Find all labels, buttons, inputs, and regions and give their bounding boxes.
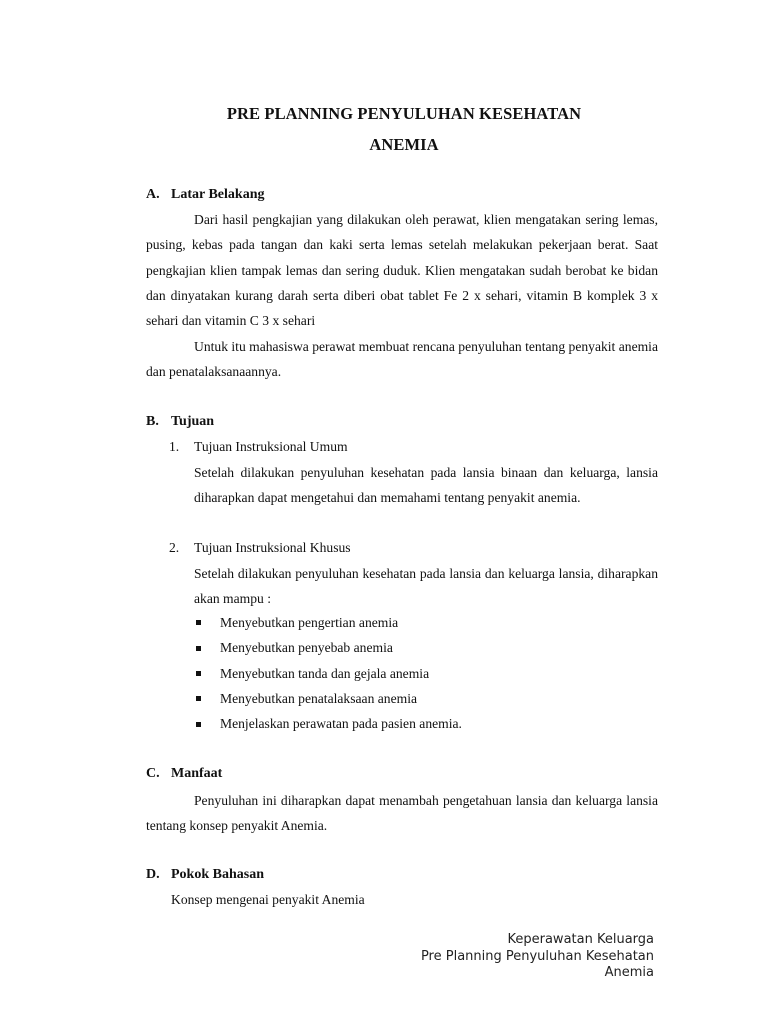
bullet-text: Menyebutkan penyebab anemia xyxy=(220,640,393,656)
square-bullet-icon xyxy=(196,722,201,727)
section-a-paragraph-1: Dari hasil pengkajian yang dilakukan oleh perawat, klien mengatakan sering lemas, pusing, kebas pada tangan dan kaki serta lemas setelah melakukan pekerjaan berat. Saat pengkajian klien tampak lemas dan sering duduk. Klien mengatakan sudah berobat ke bidan dan dinyatakan kurang darah serta diberi obat tablet Fe 2 x sehari, vitamin B komplek 3 x sehari dan vitamin C 3 x sehari xyxy=(146,212,658,329)
objective-text-1: Setelah dilakukan penyuluhan kesehatan pada lansia binaan dan keluarga, lansia diharapkan dapat mengetahui dan memahami tentang penyakit anemia. xyxy=(194,465,658,506)
bullet-text: Menyebutkan penatalaksaan anemia xyxy=(220,690,418,706)
section-d-letter: D. xyxy=(146,867,160,882)
objective-label-1: Tujuan Instruksional Umum xyxy=(194,439,348,454)
list-item xyxy=(194,686,462,711)
square-bullet-icon xyxy=(196,696,201,701)
objective-number-1: 1. xyxy=(169,439,180,454)
footer-line-1: Keperawatan Keluarga xyxy=(507,932,654,947)
section-c-heading xyxy=(146,766,222,782)
section-c-letter: C. xyxy=(146,766,160,781)
footer-line-3: Anemia xyxy=(604,965,654,980)
section-b-title: Tujuan xyxy=(171,414,215,429)
specific-objectives-list xyxy=(194,610,462,736)
square-bullet-icon xyxy=(196,646,201,651)
objective-label-2: Tujuan Instruksional Khusus xyxy=(194,540,351,555)
footer-line-2: Pre Planning Penyuluhan Kesehatan xyxy=(420,948,654,964)
objective-item-2 xyxy=(169,540,351,556)
document-title-line-1: PRE PLANNING PENYULUHAN KESEHATAN xyxy=(226,104,582,123)
section-d-text: Konsep mengenai penyakit Anemia xyxy=(171,892,365,907)
section-b-heading xyxy=(146,414,214,430)
section-b-letter: B. xyxy=(146,414,159,429)
list-item xyxy=(194,661,462,686)
page-footer xyxy=(421,932,654,982)
list-item xyxy=(194,610,462,635)
section-a-title: Latar Belakang xyxy=(171,187,265,202)
bullet-text: Menyebutkan pengertian anemia xyxy=(220,615,399,630)
objective-item-1 xyxy=(169,439,348,455)
bullet-text: Menjelaskan perawatan pada pasien anemia. xyxy=(220,716,462,732)
section-c-paragraph: Penyuluhan ini diharapkan dapat menambah pengetahuan lansia dan keluarga lansia tentang konsep penyakit Anemia. xyxy=(146,793,658,834)
objective-text-2: Setelah dilakukan penyuluhan kesehatan pada lansia dan keluarga lansia, diharapkan akan mampu : xyxy=(194,566,658,607)
list-item xyxy=(194,635,462,660)
section-a-letter: A. xyxy=(146,187,160,202)
section-a-paragraph-2: Untuk itu mahasiswa perawat membuat rencana penyuluhan tentang penyakit anemia dan penatalaksanaannya. xyxy=(146,339,658,380)
square-bullet-icon xyxy=(196,671,201,676)
objective-number-2: 2. xyxy=(169,540,180,555)
bullet-text: Menyebutkan tanda dan gejala anemia xyxy=(220,665,430,681)
document-title-line-2: ANEMIA xyxy=(369,135,439,154)
section-a-heading xyxy=(146,187,264,203)
square-bullet-icon xyxy=(196,620,201,625)
section-d-heading xyxy=(146,867,264,883)
list-item xyxy=(194,711,462,736)
section-d-title: Pokok Bahasan xyxy=(171,867,264,882)
section-c-title: Manfaat xyxy=(171,766,223,781)
